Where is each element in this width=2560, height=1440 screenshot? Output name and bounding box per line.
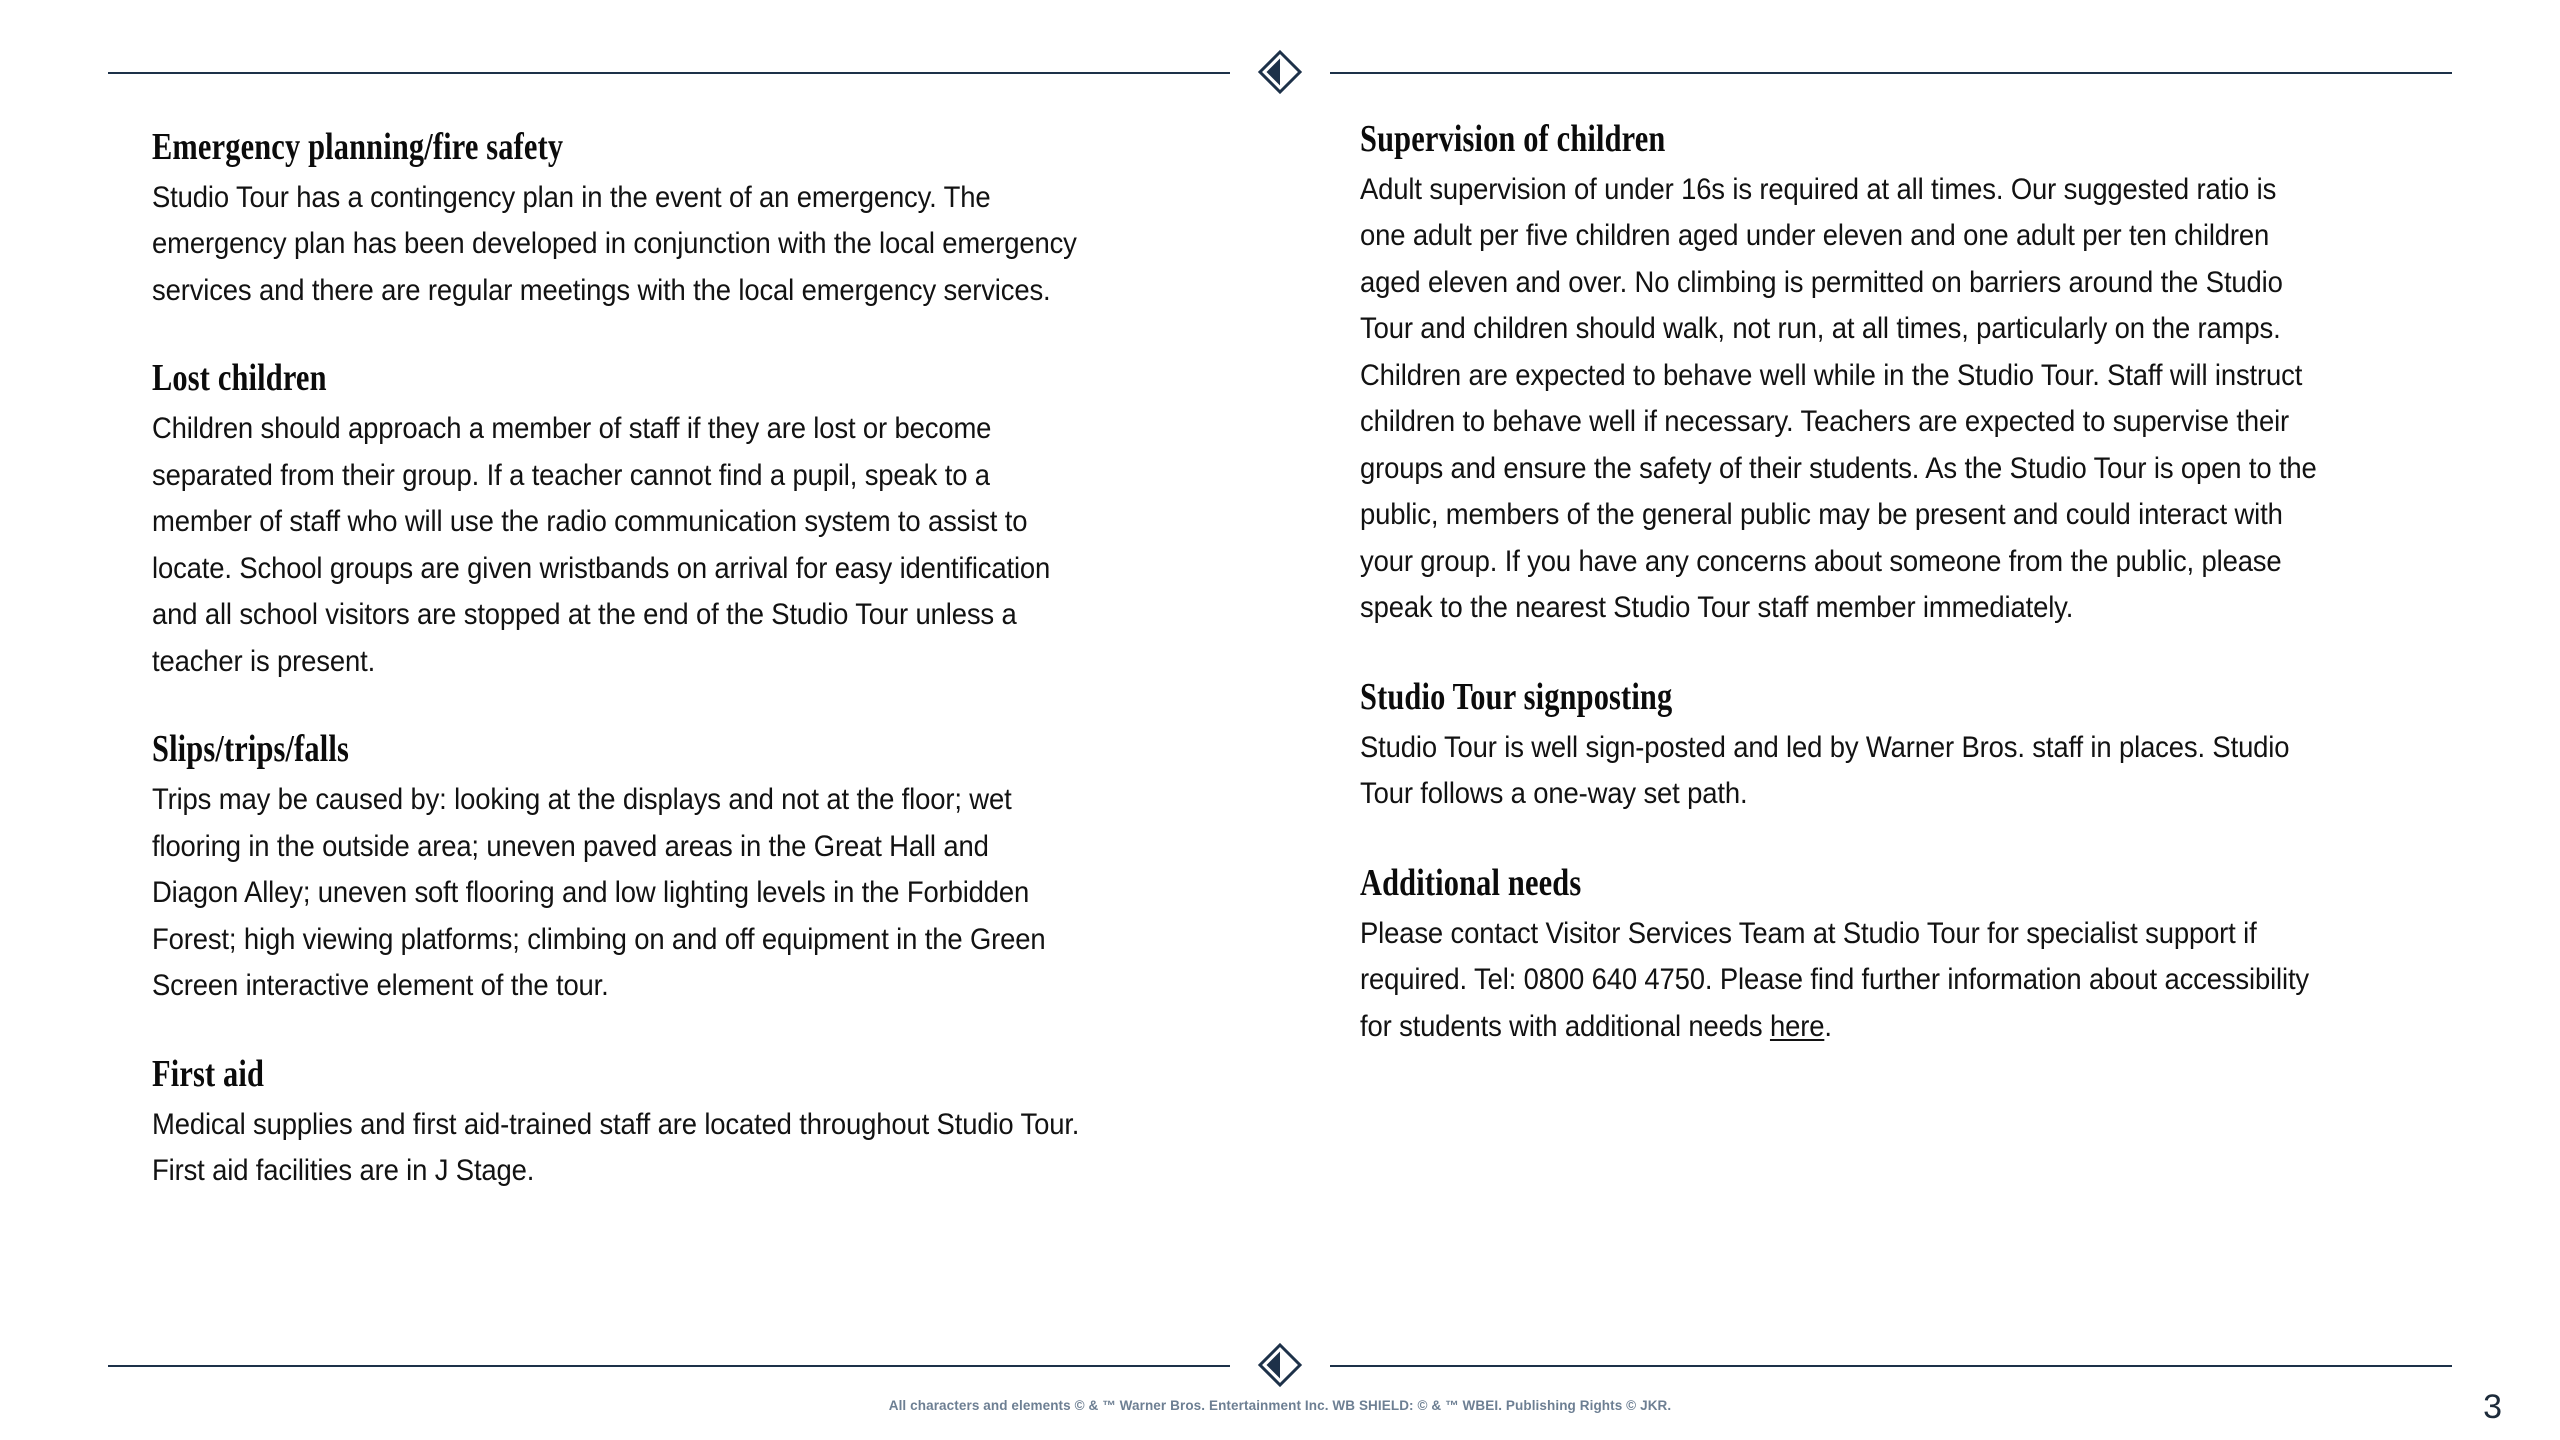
section-lost-children bbox=[152, 359, 1152, 685]
section-body-text-before-link: Please contact Visitor Services Team at Studio Tour for specialist support if required. Tel: 0800 640 4750. Please find further information about accessibility for students with additional needs bbox=[1360, 916, 2310, 1043]
section-heading: Supervision of children bbox=[1360, 118, 1666, 160]
section-heading: First aid bbox=[152, 1052, 265, 1095]
section-body bbox=[1360, 911, 2327, 1051]
section-body: Adult supervision of under 16s is required at all times. Our suggested ratio is one adult per five children aged under eleven and one adult per ten children aged eleven and over. No climbing is permitted on barriers around the Studio Tour and children should walk, not run, at all times, particularly on the ramps. Children are expected to behave well while in the Studio Tour. Staff will instruct children to behave well if necessary. Teachers are expected to supervise their groups and ensure the safety of their students. As the Studio Tour is open to the public, members of the general public may be present and could interact with your group. If you have any concerns about someone from the public, please speak to the nearest Studio Tour staff member immediately. bbox=[1360, 172, 2317, 625]
section-body: Medical supplies and first aid-trained staff are located throughout Studio Tour. First aid facilities are in J Stage. bbox=[152, 1107, 1080, 1188]
top-divider bbox=[0, 49, 2560, 95]
top-divider-line-left bbox=[108, 72, 1230, 74]
section-first-aid bbox=[152, 1052, 1152, 1195]
bottom-divider bbox=[0, 1342, 2560, 1388]
section-heading: Additional needs bbox=[1360, 861, 1582, 904]
top-divider-line-right bbox=[1330, 72, 2452, 74]
section-body: Trips may be caused by: looking at the displays and not at the floor; wet flooring in the outside area; uneven paved areas in the Great Hall and Diagon Alley; uneven soft flooring and low lighting levels in the Forbidden Forest; high viewing platforms; climbing on and off equipment in the Green Screen interactive element of the tour. bbox=[152, 783, 1046, 1003]
section-emergency-planning bbox=[152, 128, 1152, 314]
section-heading: Slips/trips/falls bbox=[152, 728, 349, 771]
diamond-ornament-icon bbox=[1257, 49, 1303, 95]
page-number: 3 bbox=[2483, 1388, 2502, 1426]
section-heading: Studio Tour signposting bbox=[1360, 675, 1673, 718]
bottom-divider-line-right bbox=[1330, 1365, 2452, 1367]
bottom-divider-line-left bbox=[108, 1365, 1230, 1367]
section-heading: Lost children bbox=[152, 357, 327, 400]
content-columns bbox=[0, 118, 2560, 1195]
accessibility-here-link[interactable]: here bbox=[1769, 1009, 1825, 1043]
section-heading: Emergency planning/fire safety bbox=[152, 126, 564, 168]
section-slips-trips-falls bbox=[152, 730, 1152, 1009]
section-body: Children should approach a member of staff if they are lost or become separated from their group. If a teacher cannot find a pupil, speak to a member of staff who will use the radio communication system to assist to locate. School groups are given wristbands on arrival for easy identification and all school visitors are stopped at the end of the Studio Tour unless a teacher is present. bbox=[152, 412, 1051, 678]
section-supervision-of-children bbox=[1360, 120, 2400, 632]
left-column bbox=[0, 128, 1180, 1195]
diamond-ornament-icon bbox=[1257, 1342, 1303, 1388]
right-column bbox=[1180, 120, 2560, 1096]
section-body: Studio Tour is well sign-posted and led by Warner Bros. staff in places. Studio Tour follows a one-way set path. bbox=[1360, 730, 2290, 811]
section-body-text-after-link: . bbox=[1824, 1009, 1832, 1043]
section-body: Studio Tour has a contingency plan in the event of an emergency. The emergency plan has been developed in conjunction with the local emergency services and there are regular meetings with the local emergency services. bbox=[152, 180, 1077, 307]
footer-copyright-text: All characters and elements © & ™ Warner Bros. Entertainment Inc. WB SHIELD: © & ™ WBEI. Publishing Rights © JKR. bbox=[888, 1398, 1672, 1413]
section-additional-needs bbox=[1360, 861, 2400, 1050]
section-studio-tour-signposting bbox=[1360, 675, 2400, 818]
